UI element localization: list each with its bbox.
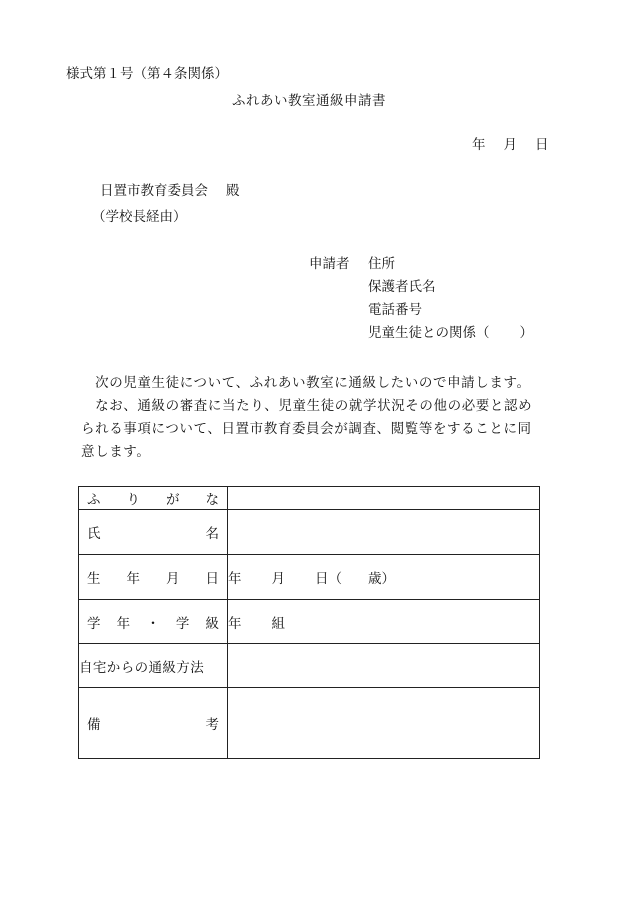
label-char: り [126, 492, 140, 508]
grade-class-unit: 組 [271, 615, 285, 632]
body-paragraph-1 [81, 372, 531, 395]
grade-year-unit: 年 [228, 615, 242, 632]
furigana-label [79, 487, 228, 510]
relation-label [368, 327, 533, 341]
label-char: ・ [146, 615, 160, 632]
via-principal: （学校長経由） [92, 209, 187, 225]
label-char: 年 [116, 615, 131, 632]
label-char: 生 [87, 571, 101, 587]
remarks-field[interactable] [228, 688, 540, 759]
table-row-commute [79, 644, 540, 688]
birth-month-unit: 月 [271, 571, 285, 587]
body-paragraph-2-line3: 意します。 [81, 444, 151, 460]
furigana-field[interactable] [228, 487, 540, 510]
form-number: 様式第１号（第４条関係） [66, 66, 228, 82]
label-char: 名 [205, 526, 219, 542]
birth-day-unit: 日（ [315, 571, 342, 587]
grade-field[interactable] [228, 600, 540, 644]
label-char: な [205, 492, 219, 508]
table-row-name [79, 510, 540, 555]
relation-close: ） [519, 325, 533, 341]
recipient-name: 日置市教育委員会 [100, 183, 208, 199]
para1-text: 次の児童生徒について、ふれあい教室に通級したいので申請します。 [95, 375, 531, 391]
para2-line1: なお、通級の審査に当たり、児童生徒の就学状況その他の必要と認め [95, 398, 533, 414]
label-char: 年 [126, 571, 140, 587]
honorific: 殿 [226, 183, 240, 199]
body-paragraph-2-line2: られる事項について、日置市教育委員会が調査、閲覧等をすることに同 [81, 421, 532, 437]
label-char: 級 [205, 615, 219, 632]
name-label [79, 510, 228, 555]
phone-label: 電話番号 [368, 302, 422, 318]
student-info-table [78, 486, 540, 759]
relation-open: 児童生徒との関係（ [368, 325, 490, 341]
label-char: 考 [205, 717, 219, 733]
remarks-label [79, 688, 228, 759]
label-char: 備 [87, 717, 101, 733]
label-char: が [166, 492, 180, 508]
commute-method-label: 自宅からの通級方法 [79, 644, 228, 688]
table-row-grade [79, 600, 540, 644]
label-char: 氏 [87, 526, 101, 542]
name-field[interactable] [228, 510, 540, 555]
label-char: 学 [175, 615, 190, 632]
birth-year-unit: 年 [228, 571, 242, 587]
recipient [100, 185, 240, 199]
table-row-birthdate [79, 555, 540, 600]
commute-method-field[interactable] [228, 644, 540, 688]
document-title: ふれあい教室通級申請書 [232, 93, 386, 109]
applicant-label: 申請者 [309, 256, 350, 272]
guardian-name-label: 保護者氏名 [368, 279, 436, 295]
label-char: 日 [205, 571, 219, 587]
label-char: ふ [87, 492, 101, 508]
date-month: 月 [503, 137, 517, 153]
birthdate-label [79, 555, 228, 600]
grade-label [79, 600, 228, 644]
applicant-address-label: 住所 [368, 256, 395, 272]
date-day: 日 [535, 137, 549, 153]
date-year: 年 [472, 137, 486, 153]
label-char: 学 [87, 615, 101, 632]
birthdate-field[interactable] [228, 555, 540, 600]
body-paragraph-2 [81, 395, 532, 418]
age-unit: 歳） [368, 571, 395, 587]
label-char: 月 [166, 571, 180, 587]
date-line [472, 139, 549, 153]
table-row-furigana [79, 487, 540, 510]
table-row-remarks [79, 688, 540, 759]
